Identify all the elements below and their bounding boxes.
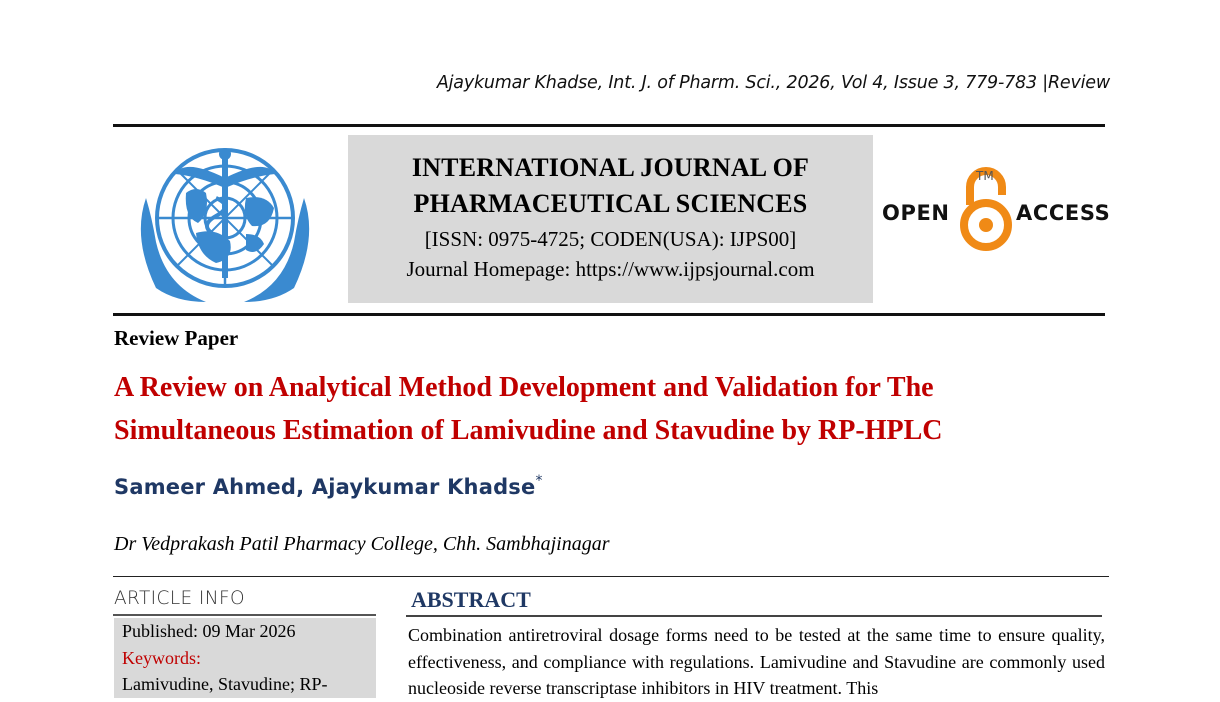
abstract-rule [406, 615, 1102, 617]
published-date: Published: 09 Mar 2026 [122, 621, 296, 641]
trademark-mark: TM [976, 169, 994, 183]
abstract-heading: ABSTRACT [411, 587, 531, 612]
title-line2: Simultaneous Estimation of Lamivudine and Stavudine by RP-HPLC [114, 415, 943, 446]
masthead-top-rule [113, 124, 1105, 127]
affiliation: Dr Vedprakash Patil Pharmacy College, Chh. Sambhajinagar [114, 533, 610, 555]
journal-masthead [348, 135, 873, 303]
journal-issn: [ISSN: 0975-4725; CODEN(USA): IJPS00] [424, 227, 797, 251]
title-line1: A Review on Analytical Method Development and Validation for The [114, 372, 934, 403]
corresponding-author-mark: * [535, 473, 543, 489]
abstract-text: Combination antiretroviral dosage forms need to be tested at the same time to ensure quality, effectiveness, and compliance with regulations. Lamivudine and Stavudine are commonly used nucleoside reverse transcriptase inhibitors in HIV treatment. This [408, 625, 1105, 698]
article-info-heading: ARTICLE INFO [114, 588, 246, 609]
keywords-label: Keywords: [122, 647, 201, 668]
open-access-logo [878, 163, 1110, 253]
section-separator [113, 576, 1109, 577]
who-emblem-logo-icon [126, 138, 324, 306]
article-info-rule [113, 614, 376, 616]
journal-homepage: Journal Homepage: https://www.ijpsjournal.com [406, 257, 815, 281]
journal-title-line1: INTERNATIONAL JOURNAL OF [411, 153, 810, 182]
paper-type: Review Paper [114, 326, 239, 350]
keywords: Lamivudine, Stavudine; RP- [122, 674, 328, 694]
author-names: Sameer Ahmed, Ajaykumar Khadse [114, 475, 536, 499]
running-head: Ajaykumar Khadse, Int. J. of Pharm. Sci., 2026, Vol 4, Issue 3, 779-783 |Review [436, 73, 1110, 93]
open-label: OPEN [882, 201, 950, 225]
journal-title-line2: PHARMACEUTICAL SCIENCES [413, 189, 808, 218]
article-title [114, 366, 1114, 452]
access-label: ACCESS [1016, 201, 1111, 225]
authors [114, 475, 543, 499]
article-info-box [114, 618, 376, 698]
masthead-bottom-rule [113, 313, 1105, 316]
